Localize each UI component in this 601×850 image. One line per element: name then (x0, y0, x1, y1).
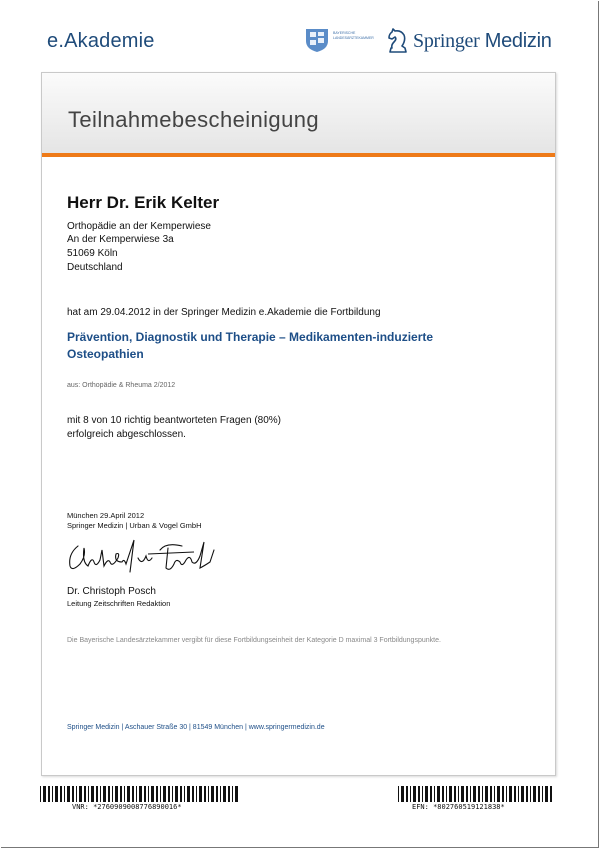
result-line: mit 8 von 10 richtig beantworteten Fragen (80%) (67, 415, 281, 426)
barcode-bar (494, 786, 495, 802)
barcode-bar (100, 786, 101, 802)
barcode-bar (79, 786, 82, 802)
course-source: aus: Orthopädie & Rheuma 2/2012 (67, 382, 176, 389)
efn-label: EFN: *802760519121838* (412, 803, 505, 811)
barcode-bar (148, 786, 149, 802)
barcode-bar (72, 786, 74, 802)
eakademie-logo: e.Akademie (47, 30, 155, 52)
springer-word: Springer (413, 30, 480, 52)
barcode-bar (216, 786, 218, 802)
barcode-bar (482, 786, 483, 802)
barcode-bar (502, 786, 504, 802)
barcode-bar (168, 786, 170, 802)
barcode-bar (160, 786, 161, 802)
barcode-bar (175, 786, 178, 802)
barcode-bar (91, 786, 94, 802)
barcode-bar (398, 786, 399, 802)
publisher-line: Springer Medizin | Urban & Vogel GmbH (67, 521, 202, 530)
barcode-bar (526, 786, 528, 802)
cme-notice: Die Bayerische Landesärztekammer vergibt für diese Fortbildungseinheit der Kategorie D maximal 3 Fortbildungspunkte. (67, 637, 441, 644)
barcode-bar (530, 786, 531, 802)
barcode-bar (446, 786, 447, 802)
address-line: 51069 Köln (67, 248, 118, 259)
signer-name: Dr. Christoph Posch (67, 586, 156, 597)
barcode-bar (151, 786, 154, 802)
barcode-bar (478, 786, 480, 802)
barcode-bar (112, 786, 113, 802)
barcode-bar (545, 786, 548, 802)
barcode-bar (406, 786, 408, 802)
barcode-bar (413, 786, 416, 802)
barcode-bar (514, 786, 516, 802)
barcode-bar (96, 786, 98, 802)
barcode-bar (509, 786, 512, 802)
barcode-bar (473, 786, 476, 802)
barcode-bar (172, 786, 173, 802)
barcode-bar (180, 786, 182, 802)
place-date: München 29.April 2012 (67, 511, 145, 520)
top-branding-bar (0, 0, 601, 72)
barcode-bar (497, 786, 500, 802)
barcode-bar (458, 786, 459, 802)
barcode-bar (418, 786, 420, 802)
barcode-bar (64, 786, 65, 802)
barcode-bar (434, 786, 435, 802)
barcode-bar (550, 786, 552, 802)
barcode-bar (442, 786, 444, 802)
barcode-bar (232, 786, 233, 802)
barcode-bar (542, 786, 543, 802)
certificate-header (42, 73, 555, 157)
barcode-bar (196, 786, 197, 802)
recipient-name: Herr Dr. Erik Kelter (67, 193, 220, 212)
barcode-bar (470, 786, 471, 802)
barcode-bar (228, 786, 230, 802)
barcode-bar (485, 786, 488, 802)
springer-chess-knight-icon (386, 28, 410, 54)
footer-address: Springer Medizin | Aschauer Straße 30 | 81549 München | www.springermedizin.de (67, 724, 325, 731)
barcode-bar (490, 786, 492, 802)
barcode-bar (43, 786, 46, 802)
barcode-bar (211, 786, 214, 802)
springer-medizin-logo (413, 30, 552, 53)
barcode-bar (437, 786, 440, 802)
handwritten-signature (64, 532, 224, 580)
barcode-bar (192, 786, 194, 802)
vnr-label: VNR: *2760909008776890016* (72, 803, 182, 811)
barcode-bar (124, 786, 125, 802)
barcode-bar (410, 786, 411, 802)
efn-barcode (398, 786, 552, 802)
barcode-bar (538, 786, 540, 802)
medizin-word: Medizin (484, 30, 552, 52)
barcode-bar (84, 786, 86, 802)
barcode-bar (235, 786, 238, 802)
barcode-bar (449, 786, 452, 802)
barcode-bar (115, 786, 118, 802)
barcode-bar (518, 786, 519, 802)
address-line: Orthopädie an der Kemperwiese (67, 221, 211, 232)
barcode-bar (108, 786, 110, 802)
vnr-barcode (40, 786, 240, 802)
barcode-bar (136, 786, 137, 802)
signer-role: Leitung Zeitschriften Redaktion (67, 599, 171, 608)
barcode-bar (120, 786, 122, 802)
barcode-bar (199, 786, 202, 802)
barcode-bar (533, 786, 536, 802)
bavarian-chamber-text: BAYERISCHE LANDESÄRZTEKAMMER (333, 31, 374, 40)
barcode-bar (52, 786, 53, 802)
barcode-bar (139, 786, 142, 802)
barcode-bar (401, 786, 404, 802)
barcode-bar (184, 786, 185, 802)
barcode-bar (204, 786, 206, 802)
completion-line: erfolgreich abgeschlossen. (67, 429, 186, 440)
address-line: An der Kemperwiese 3a (67, 234, 174, 245)
certificate-title: Teilnahmebescheinigung (68, 107, 319, 132)
course-intro: hat am 29.04.2012 in der Springer Medizin e.Akademie die Fortbildung (67, 307, 381, 318)
barcode-bar (60, 786, 62, 802)
barcode-bar (163, 786, 166, 802)
barcode-bar (40, 786, 41, 802)
barcode-bar (187, 786, 190, 802)
barcode-bar (208, 786, 209, 802)
barcode-bar (223, 786, 226, 802)
barcode-bar (422, 786, 423, 802)
barcode-bar (132, 786, 134, 802)
address-line: Deutschland (67, 262, 123, 273)
barcode-bar (48, 786, 50, 802)
barcode-bar (103, 786, 106, 802)
barcode-bar (67, 786, 70, 802)
barcode-bar (55, 786, 58, 802)
course-title: Prävention, Diagnostik und Therapie – Medikamenten-induzierte Osteopathien (67, 330, 434, 361)
barcode-bar (425, 786, 428, 802)
barcode-bar (88, 786, 89, 802)
barcode-bar (156, 786, 158, 802)
barcode-bar (506, 786, 507, 802)
barcode-bar (454, 786, 456, 802)
barcode-bar (144, 786, 146, 802)
barcode-bar (220, 786, 221, 802)
barcode-bar (430, 786, 432, 802)
barcode-bar (461, 786, 464, 802)
barcode-bar (466, 786, 468, 802)
barcode-bar (76, 786, 77, 802)
barcode-bar (127, 786, 130, 802)
barcode-bar (521, 786, 524, 802)
